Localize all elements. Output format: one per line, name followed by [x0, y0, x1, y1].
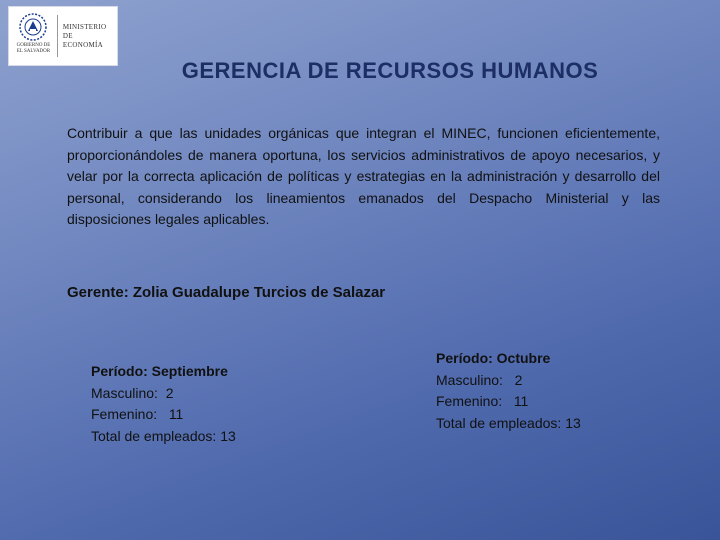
ministry-logo [8, 6, 118, 66]
page-title: GERENCIA DE RECURSOS HUMANOS [181, 58, 599, 83]
total-employees: Total de empleados: 13 [436, 414, 581, 431]
coat-of-arms-icon [18, 12, 48, 42]
period-title: Período: Octubre [436, 350, 551, 366]
seal-icon [15, 12, 52, 60]
male-count: Masculino: 2 [91, 384, 174, 401]
period-october-block [436, 348, 581, 434]
seal-caption: GOBIERNO DE EL SALVADOR [16, 43, 51, 54]
manager-name: Gerente: Zolia Guadalupe Turcios de Salazar [67, 284, 386, 301]
ministry-name: MINISTERIO DE ECONOMÍA [62, 22, 107, 49]
total-employees: Total de empleados: 13 [91, 427, 236, 444]
logo-divider [57, 15, 58, 57]
female-count: Femenino: 11 [436, 393, 529, 409]
period-september-block [91, 361, 236, 447]
mission-description: Contribuir a que las unidades orgánicas que integran el MINEC, funcionen eficientemente, proporcionándoles de manera oportuna, los servicios administrativos de apoyo necesarios, y velar por la correcta aplicación de políticas y estrategias en la administración y desarrollo del personal, considerando los lineamientos emanados del Despacho Ministerial y las disposiciones legales aplicables. [67, 125, 660, 227]
male-count: Masculino: 2 [436, 371, 523, 388]
period-title: Período: Septiembre [91, 363, 228, 379]
female-count: Femenino: 11 [91, 406, 184, 422]
